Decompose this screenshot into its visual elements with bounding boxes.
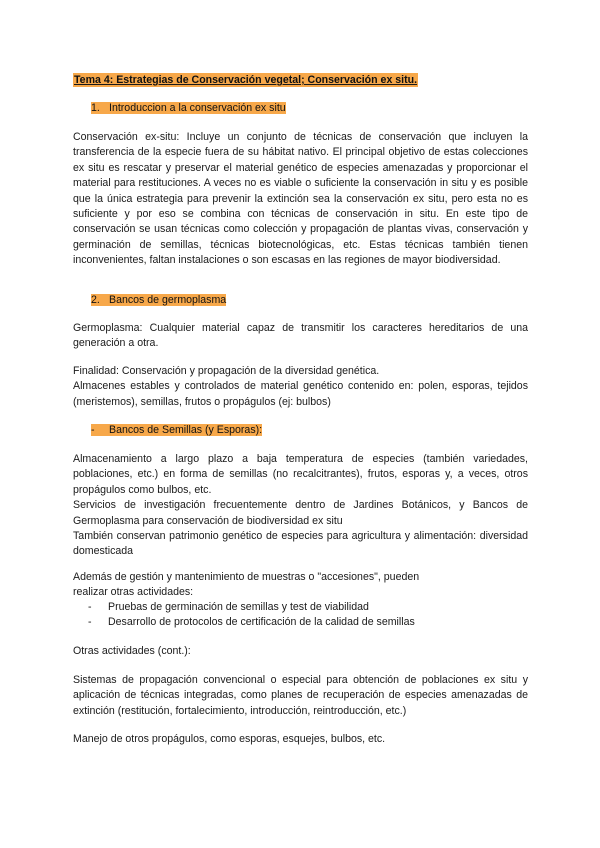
list-item-text: Desarrollo de protocolos de certificación de la calidad de semillas	[108, 616, 415, 629]
section-1-paragraph: Conservación ex-situ: Incluye un conjunto de técnicas de conservación que incluyen la transferencia de la especie fuera de su hábitat nativo. El principal objetivo de estas colecciones ex situ es rescatar y preservar el material genético de especies amenazadas y proporcionar el material para restituciones. A veces no es viable o suficiente la conservación in situ y es posible que la única estrategia para prevenir la extinción sea la conservación ex situ, pero esta no es suficiente y por eso se combina con técnicas de conservación in situ. En este tipo de conservación se usan técnicas como colección y propagación de plantas vivas, conservación y germinación de semillas, técnicas biotecnológicas, etc. Estas técnicas también tienen inconvenientes, faltan instalaciones o son escasas en las regiones de mayor biodiversidad.	[73, 131, 528, 267]
germoplasma-definition: Germoplasma: Cualquier material capaz de transmitir los caracteres hereditarios de una generación a otra.	[73, 322, 528, 350]
section-2-number: 2.	[91, 294, 100, 306]
otras-actividades-label: Otras actividades (cont.):	[73, 645, 191, 657]
actividades-line-2: realizar otras actividades:	[73, 586, 194, 599]
list-item	[88, 600, 528, 615]
document-title	[73, 73, 528, 88]
section-1-heading-highlight	[91, 102, 286, 114]
section-2-heading	[91, 293, 546, 308]
almacenes-line: Almacenes estables y controlados de material genético contenido en: polen, esporas, tejidos (meristemos), semillas, frutos o propágulos (ej: bulbos)	[73, 380, 528, 408]
servicios-paragraph: Servicios de investigación frecuentemente dentro de Jardines Botánicos, y Bancos de Germoplasma para conservación de biodiversidad ex situ	[73, 499, 528, 527]
section-2-heading-text: Bancos de germoplasma	[109, 294, 227, 306]
sistemas-paragraph: Sistemas de propagación convencional o especial para obtención de poblaciones ex situ y aplicación de técnicas integradas, como planes de recuperación de especies amenazadas de extinción (restitución, fortalecimiento, introducción, reintroducción, etc.)	[73, 674, 528, 717]
actividades-list	[88, 600, 528, 631]
list-item	[88, 615, 528, 630]
almacenamiento-paragraph: Almacenamiento a largo plazo a baja temperatura de especies (también variedades, poblaciones, etc.) en forma de semillas (no recalcitrantes), frutos, esporas y, a veces, otros propágulos como bulbos, etc.	[73, 453, 528, 496]
list-bullet: -	[88, 616, 92, 629]
manejo-paragraph: Manejo de otros propágulos, como esporas, esquejes, bulbos, etc.	[73, 733, 386, 745]
finalidad-line: Finalidad: Conservación y propagación de la diversidad genética.	[73, 365, 380, 377]
section-3-heading	[91, 423, 546, 438]
section-1-heading-text: Introduccion a la conservación ex situ	[109, 102, 286, 114]
section-3-marker: -	[91, 424, 95, 436]
section-3-heading-text: Bancos de Semillas (y Esporas):	[109, 424, 263, 436]
actividades-line-1: Además de gestión y mantenimiento de muestras o "accesiones", pueden	[73, 571, 420, 583]
bancos-semillas-block	[73, 452, 528, 560]
list-bullet: -	[88, 601, 92, 613]
section-1-number: 1.	[91, 102, 100, 114]
document-title-text: Tema 4: Estrategias de Conservación vegetal; Conservación ex situ.	[74, 74, 418, 86]
section-3-heading-highlight	[91, 424, 262, 436]
patrimonio-paragraph: También conservan patrimonio genético de especies para agricultura y alimentación: diversidad domesticada	[73, 530, 528, 558]
list-item-text: Pruebas de germinación de semillas y test de viabilidad	[108, 601, 369, 613]
finalidad-block	[73, 364, 528, 410]
actividades-intro	[73, 570, 528, 601]
section-1-heading	[91, 101, 546, 116]
section-2-heading-highlight	[91, 294, 226, 306]
